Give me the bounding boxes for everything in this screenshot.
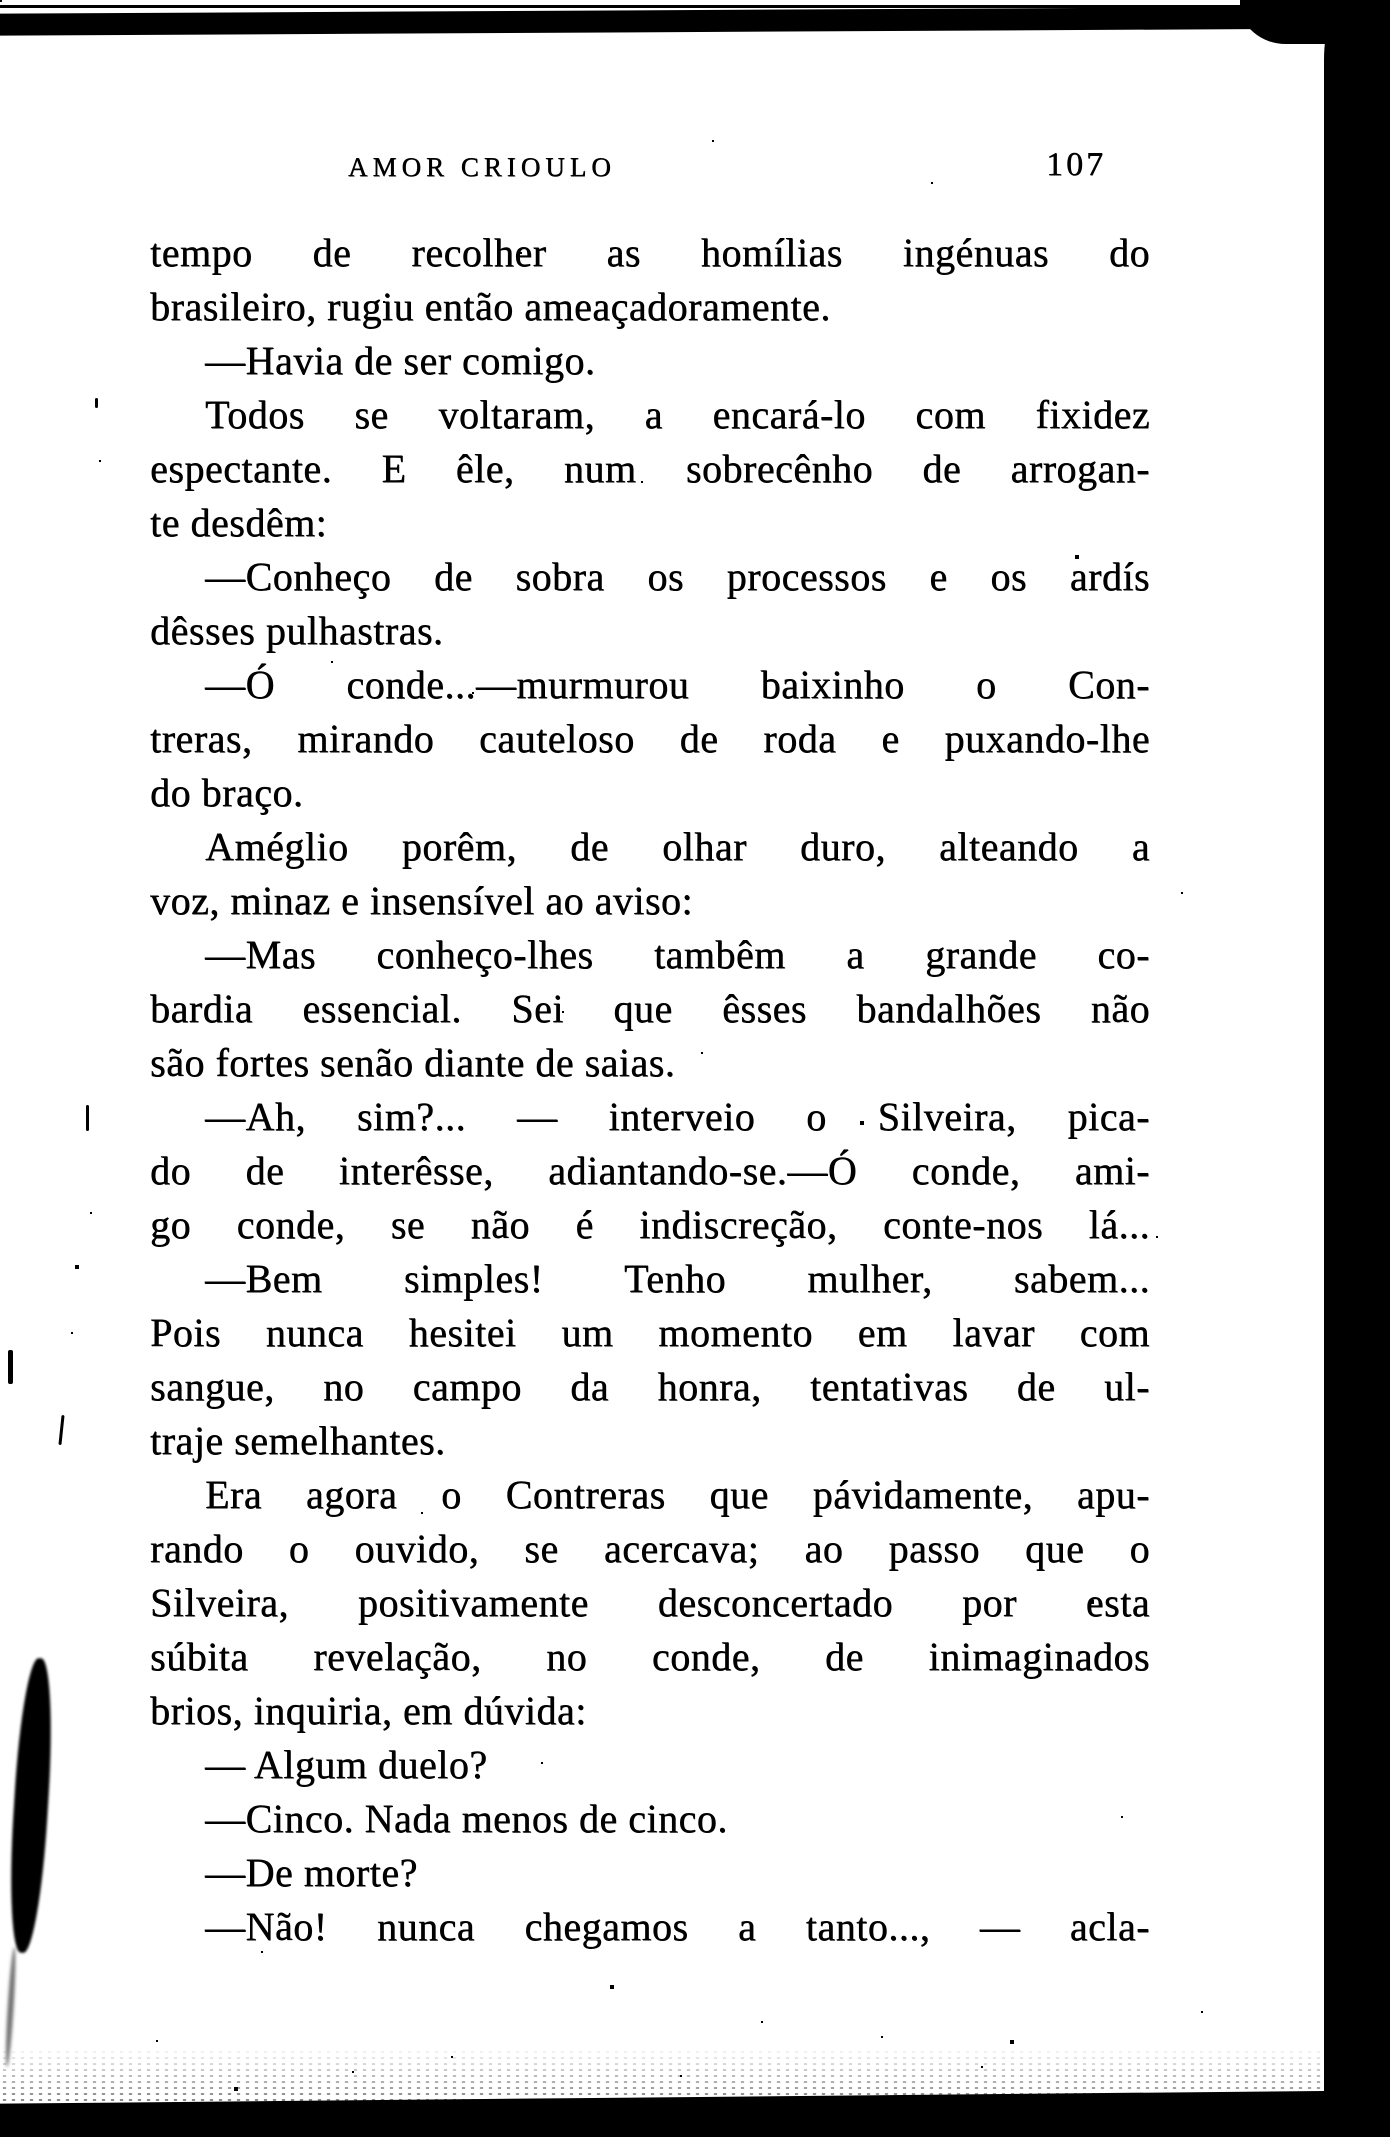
text-line: —Não! nunca chegamos a tanto..., — acla- bbox=[205, 1904, 1150, 1949]
text-line: dêsses pulhastras. bbox=[150, 608, 444, 653]
text-line: —Conheço de sobra os processos e os ardís bbox=[205, 554, 1150, 599]
text-line: brasileiro, rugiu então ameaçadoramente. bbox=[150, 284, 831, 329]
text-line: são fortes senão diante de saias. bbox=[150, 1040, 676, 1085]
scan-edge-top-bar bbox=[0, 6, 1390, 35]
page-number: 107 bbox=[1046, 146, 1106, 183]
text-line: espectante. E êle, num sobrecênho de arrogan- bbox=[150, 446, 1150, 491]
ink-speck bbox=[95, 398, 98, 408]
text-line: voz, minaz e insensível ao aviso: bbox=[150, 878, 694, 923]
scan-edge-right bbox=[1324, 0, 1390, 2137]
ink-speck bbox=[58, 1415, 64, 1445]
ink-specks bbox=[0, 0, 2, 2]
text-line: súbita revelação, no conde, de inimaginados bbox=[150, 1634, 1150, 1679]
text-line: do de interêsse, adiantando-se.—Ó conde, ami- bbox=[150, 1148, 1150, 1193]
text-line: Todos se voltaram, a encará-lo com fixidez bbox=[205, 392, 1150, 437]
text-line: do braço. bbox=[150, 770, 304, 815]
text-line: brios, inquiria, em dúvida: bbox=[150, 1688, 587, 1733]
ink-speck bbox=[86, 1105, 89, 1131]
text-line: —Ó conde...—murmurou baixinho o Con- bbox=[205, 662, 1150, 707]
text-line: —Havia de ser comigo. bbox=[205, 338, 596, 383]
text-line: Pois nunca hesitei um momento em lavar com bbox=[150, 1310, 1150, 1355]
ink-speck bbox=[8, 1350, 13, 1384]
text-line: rando o ouvido, se acercava; ao passo que o bbox=[150, 1526, 1150, 1571]
text-line: traje semelhantes. bbox=[150, 1418, 446, 1463]
text-line: —De morte? bbox=[205, 1850, 418, 1895]
running-title: AMOR CRIOULO bbox=[348, 152, 616, 182]
text-line: —Bem simples! Tenho mulher, sabem... bbox=[205, 1256, 1150, 1301]
text-line: treras, mirando cauteloso de roda e puxando-lhe bbox=[150, 716, 1150, 761]
text-line: — Algum duelo? bbox=[205, 1742, 488, 1787]
text-line: —Ah, sim?... — interveio o Silveira, pica- bbox=[205, 1094, 1150, 1139]
text-line: Silveira, positivamente desconcertado por esta bbox=[150, 1580, 1150, 1625]
text-line: go conde, se não é indiscreção, conte-nos lá... bbox=[150, 1202, 1150, 1247]
text-line: te desdêm: bbox=[150, 500, 328, 545]
text-line: —Cinco. Nada menos de cinco. bbox=[205, 1796, 728, 1841]
text-column bbox=[150, 226, 1150, 1954]
text-line: Améglio porêm, de olhar duro, alteando a bbox=[205, 824, 1150, 869]
text-line: sangue, no campo da honra, tentativas de ul- bbox=[150, 1364, 1150, 1409]
text-line: tempo de recolher as homílias ingénuas do bbox=[150, 230, 1150, 275]
ink-smudge bbox=[5, 1657, 57, 1954]
text-line: bardia essencial. Sei que êsses bandalhões não bbox=[150, 986, 1150, 1031]
text-line: —Mas conheço-lhes tambêm a grande co- bbox=[205, 932, 1150, 977]
text-line: Era agora o Contreras que pávidamente, apu- bbox=[205, 1472, 1150, 1517]
